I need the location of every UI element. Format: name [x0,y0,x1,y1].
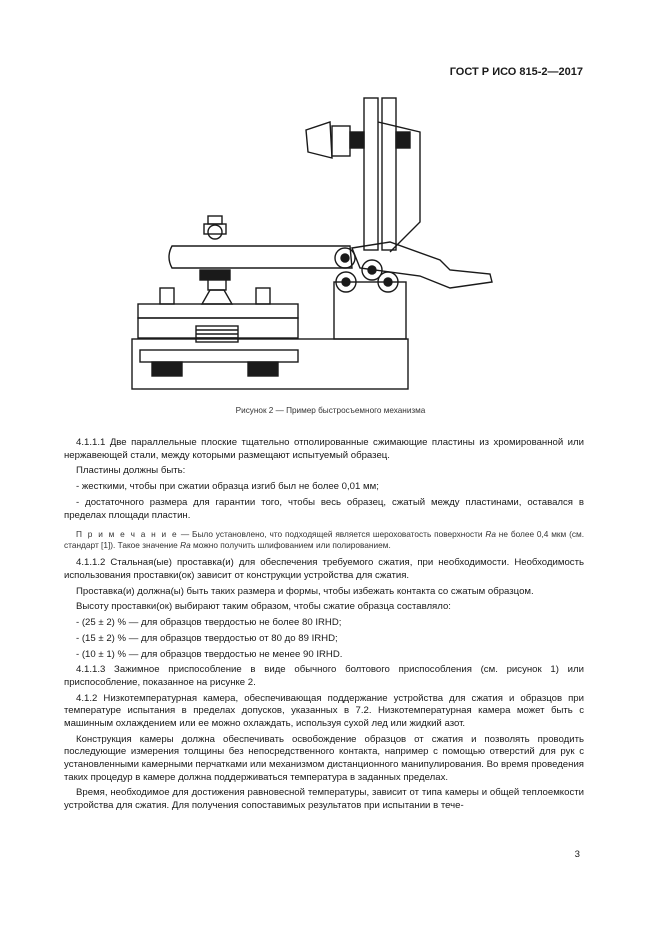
document-code-header: ГОСТ Р ИСО 815-2—2017 [449,66,583,78]
paragraph-spacer-height: Высоту проставки(ок) выбирают таким образом, чтобы сжатие образца составляло: [76,601,451,613]
note [64,529,584,551]
lower-plate [138,318,298,338]
list-item: - (25 ± 2) % — для образцов твердостью не более 80 IRHD; [76,617,342,629]
note-ra-2: Ra [180,540,191,551]
note-text-3: можно получить шлифованием или полированием. [190,540,391,551]
paragraph-equilibrium-time: Время, необходимое для достижения равновесной температуры, зависит от типа камеры и общей теплоемкости устройства для сжатия. Для получения сопоставимых результатов при испытании в тече- [64,787,584,811]
pressure-cone [202,290,232,304]
list-item: - (15 ± 2) % — для образцов твердостью от 80 до 89 IRHD; [76,632,338,644]
paragraph-spacer-shape: Проставка(и) должна(ы) быть таких размера и формы, чтобы избежать контакта со сжатым образцом. [76,585,534,597]
note-text-2: не более 0,4 мкм (см. стандарт [1]). Такое значение [64,529,584,551]
body-text [64,437,584,816]
paragraph-4-1-1-1: 4.1.1.1 Две параллельные плоские тщательно отполированные сжимающие пластины из хромированной или нержавеющей стали, между которыми размещают испытуемый образец. [64,437,584,461]
upper-plate [138,304,298,318]
clamp-arm [169,246,352,268]
paragraph-chamber-design: Конструкция камеры должна обеспечивать освобождение образцов от сжатия и позволять проводить последующие измерения толщины без непосредственного контакта, например с помощью отверстий для рук с установленными камерными перчатками или механизмом дистанционного манипулирования. Во время проведения таких процедур в камере должна поддерживаться температура в заданных пределах. [64,733,584,783]
paragraph-plates: Пластины должны быть: [76,465,186,477]
paragraph-4-1-2: 4.1.2 Низкотемпературная камера, обеспечивающая поддержание устройства для сжатия и образцов при температуре испытания в пределах допусков, указанных в 7.2. Низкотемпературная камера может быть с машинным охлаждением или ее можно охлаждать, используя сухой лед или жидкий азот. [64,692,584,729]
support-column [334,282,406,339]
paragraph-4-1-1-3: 4.1.1.3 Зажимное приспособление в виде обычного болтового приспособления (см. рисунок 1) или приспособление, показанное на рисунке 2. [64,664,584,688]
upright-bracket [364,98,378,250]
paragraph-4-1-1-2: 4.1.1.2 Стальная(ые) проставка(и) для обеспечения требуемого сжатия, при необходимости. Необходимость использования проставки(ок) зависит от конструкции устройства для сжатия. [64,557,584,581]
lever [352,242,492,288]
list-item: - жесткими, чтобы при сжатии образца изгиб был не более 0,01 мм; [76,481,379,493]
quick-release-mechanism-figure [120,92,520,402]
figure-caption: Рисунок 2 — Пример быстросъемного механизма [235,406,426,415]
list-item: - достаточного размера для гарантии того, чтобы весь образец, сжатый между пластинами, оставался в пределах площади пластин. [64,496,584,521]
top-knob [306,122,332,158]
note-ra-1: Ra [485,529,496,540]
note-label: П р и м е ч а н и е [76,529,179,540]
list-item: - (10 ± 1) % — для образцов твердостью не менее 90 IRHD. [76,648,343,660]
page-number: 3 [574,849,580,860]
mechanism-drawing [120,92,520,402]
note-text-1: — Было установлено, что подходящей является шероховатость поверхности [178,529,486,540]
